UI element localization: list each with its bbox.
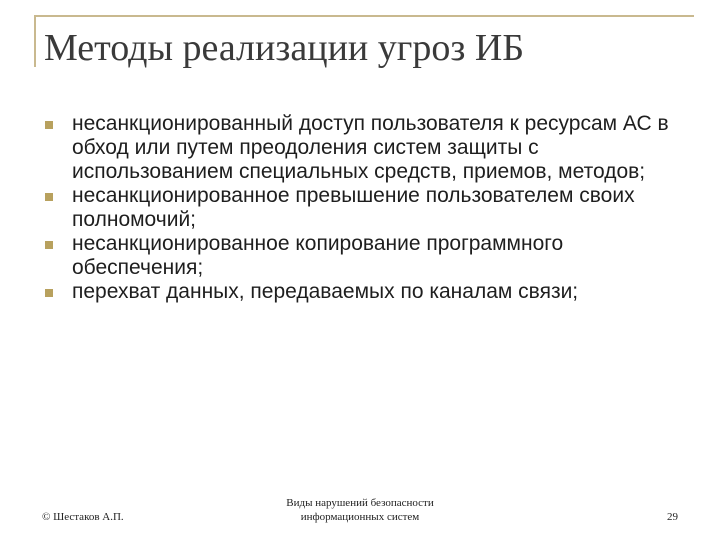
page-number: 29 — [667, 511, 678, 523]
footer-author: © Шестаков А.П. — [42, 511, 124, 523]
bullet-text: перехват данных, передаваемых по каналам связи; — [72, 280, 579, 303]
square-bullet-icon — [45, 289, 53, 297]
square-bullet-icon — [45, 241, 53, 249]
bullet-item-4 — [44, 280, 694, 304]
square-bullet-icon — [45, 121, 53, 129]
footer-topic-line-1: Виды нарушений безопасности — [286, 497, 434, 509]
bullet-item-2 — [44, 184, 694, 232]
bullet-item-3 — [44, 232, 694, 280]
square-bullet-icon — [45, 193, 53, 201]
bullet-text: несанкционированное копирование программного обеспечения; — [72, 232, 564, 279]
footer-topic-line-2: информационных систем — [300, 511, 420, 523]
bullet-item-1 — [44, 112, 694, 184]
bullet-list — [44, 112, 694, 304]
bullet-text: несанкционированное превышение пользователем своих полномочий; — [72, 184, 635, 231]
footer-topic — [240, 496, 480, 524]
title-frame-top-line — [34, 15, 694, 17]
slide-title: Методы реализации угроз ИБ — [44, 27, 525, 69]
bullet-text: несанкционированный доступ пользователя к ресурсам АС в обход или путем преодоления систем защиты с использованием специальных средств, приемов, методов; — [72, 112, 669, 183]
title-frame-left-line — [34, 15, 36, 67]
